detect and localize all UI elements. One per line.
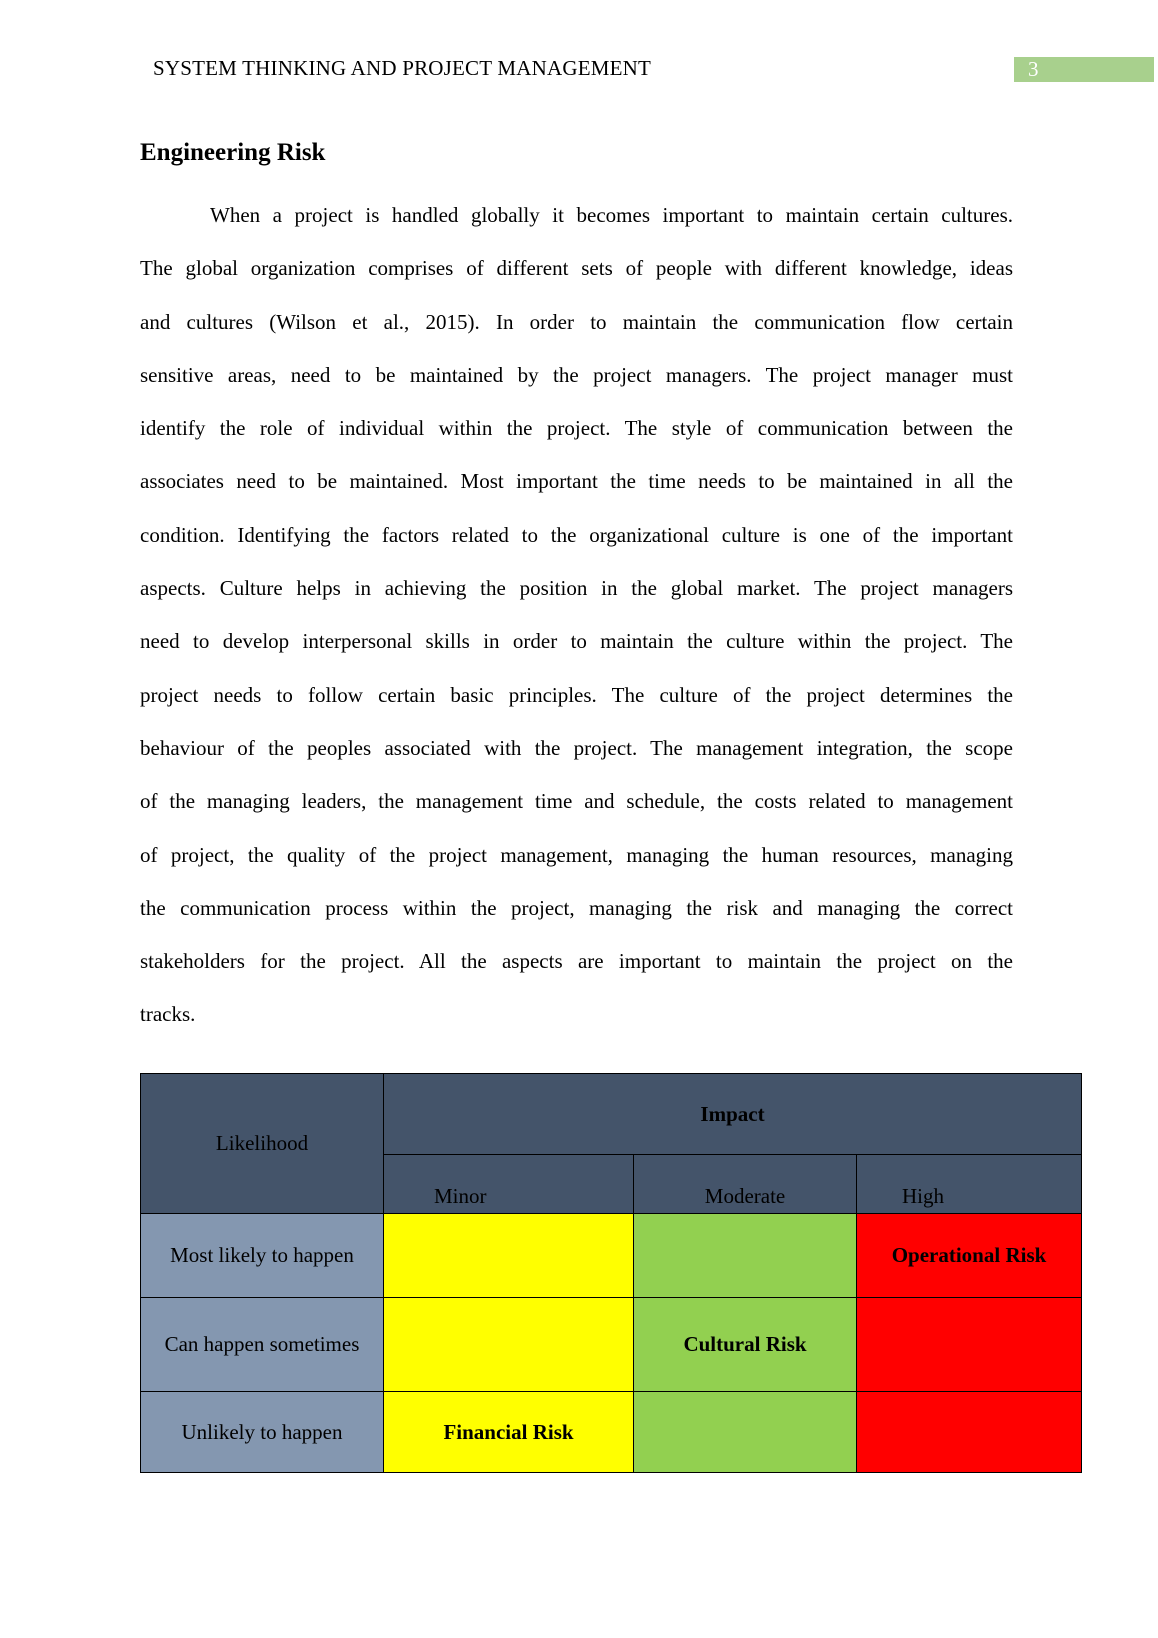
paragraph-line: need to develop interpersonal skills in order to maintain the culture within the project. The xyxy=(140,629,1013,654)
paragraph-line: the communication process within the project, managing the risk and managing the correct xyxy=(140,895,1013,920)
paragraph-line: of project, the quality of the project management, managing the human resources, managing xyxy=(140,842,1013,867)
likelihood-sometimes: Can happen sometimes xyxy=(141,1298,384,1392)
paragraph-line: identify the role of individual within the project. The style of communication between the xyxy=(140,416,1013,441)
paragraph-line: project needs to follow certain basic principles. The culture of the project determines the xyxy=(140,682,1013,707)
running-head: SYSTEM THINKING AND PROJECT MANAGEMENT xyxy=(153,56,652,80)
cell-financial-risk: Financial Risk xyxy=(384,1392,634,1473)
paragraph-line: and cultures (Wilson et al., 2015). In order to maintain the communication flow certain xyxy=(140,309,1013,334)
paragraph-line: behaviour of the peoples associated with the project. The management integration, the scope xyxy=(140,735,1013,760)
paragraph-line: tracks. xyxy=(140,1002,196,1027)
cell-unlikely-high xyxy=(857,1392,1082,1473)
page-number: 3 xyxy=(1014,57,1154,82)
paragraph-line: sensitive areas, need to be maintained by the project managers. The project manager must xyxy=(140,362,1013,387)
likelihood-unlikely: Unlikely to happen xyxy=(141,1392,384,1473)
impact-level-minor: Minor xyxy=(384,1155,634,1214)
cell-sometimes-minor xyxy=(384,1298,634,1392)
paragraph-line: associates need to be maintained. Most important the time needs to be maintained in all the xyxy=(140,469,1013,494)
paragraph-line: When a project is handled globally it becomes important to maintain certain cultures. xyxy=(210,203,1013,227)
paragraph-line: aspects. Culture helps in achieving the position in the global market. The project managers xyxy=(140,576,1013,601)
likelihood-most-likely: Most likely to happen xyxy=(141,1214,384,1298)
paragraph-line: condition. Identifying the factors related to the organizational culture is one of the important xyxy=(140,522,1013,547)
impact-level-moderate: Moderate xyxy=(634,1155,857,1214)
paragraph-line: The global organization comprises of different sets of people with different knowledge, ideas xyxy=(140,256,1013,281)
cell-cultural-risk: Cultural Risk xyxy=(634,1298,857,1392)
section-heading: Engineering Risk xyxy=(140,139,326,166)
cell-most-likely-minor xyxy=(384,1214,634,1298)
cell-most-likely-moderate xyxy=(634,1214,857,1298)
cell-sometimes-high xyxy=(857,1298,1082,1392)
cell-unlikely-moderate xyxy=(634,1392,857,1473)
cell-operational-risk: Operational Risk xyxy=(857,1214,1082,1298)
risk-matrix-table xyxy=(140,1073,1082,1473)
impact-level-high: High xyxy=(857,1155,1082,1214)
likelihood-header: Likelihood xyxy=(141,1074,384,1214)
paragraph-line: stakeholders for the project. All the aspects are important to maintain the project on the xyxy=(140,949,1013,974)
body-paragraph xyxy=(140,189,1013,1042)
paragraph-line: of the managing leaders, the management time and schedule, the costs related to management xyxy=(140,789,1013,814)
impact-header: Impact xyxy=(384,1074,1082,1155)
